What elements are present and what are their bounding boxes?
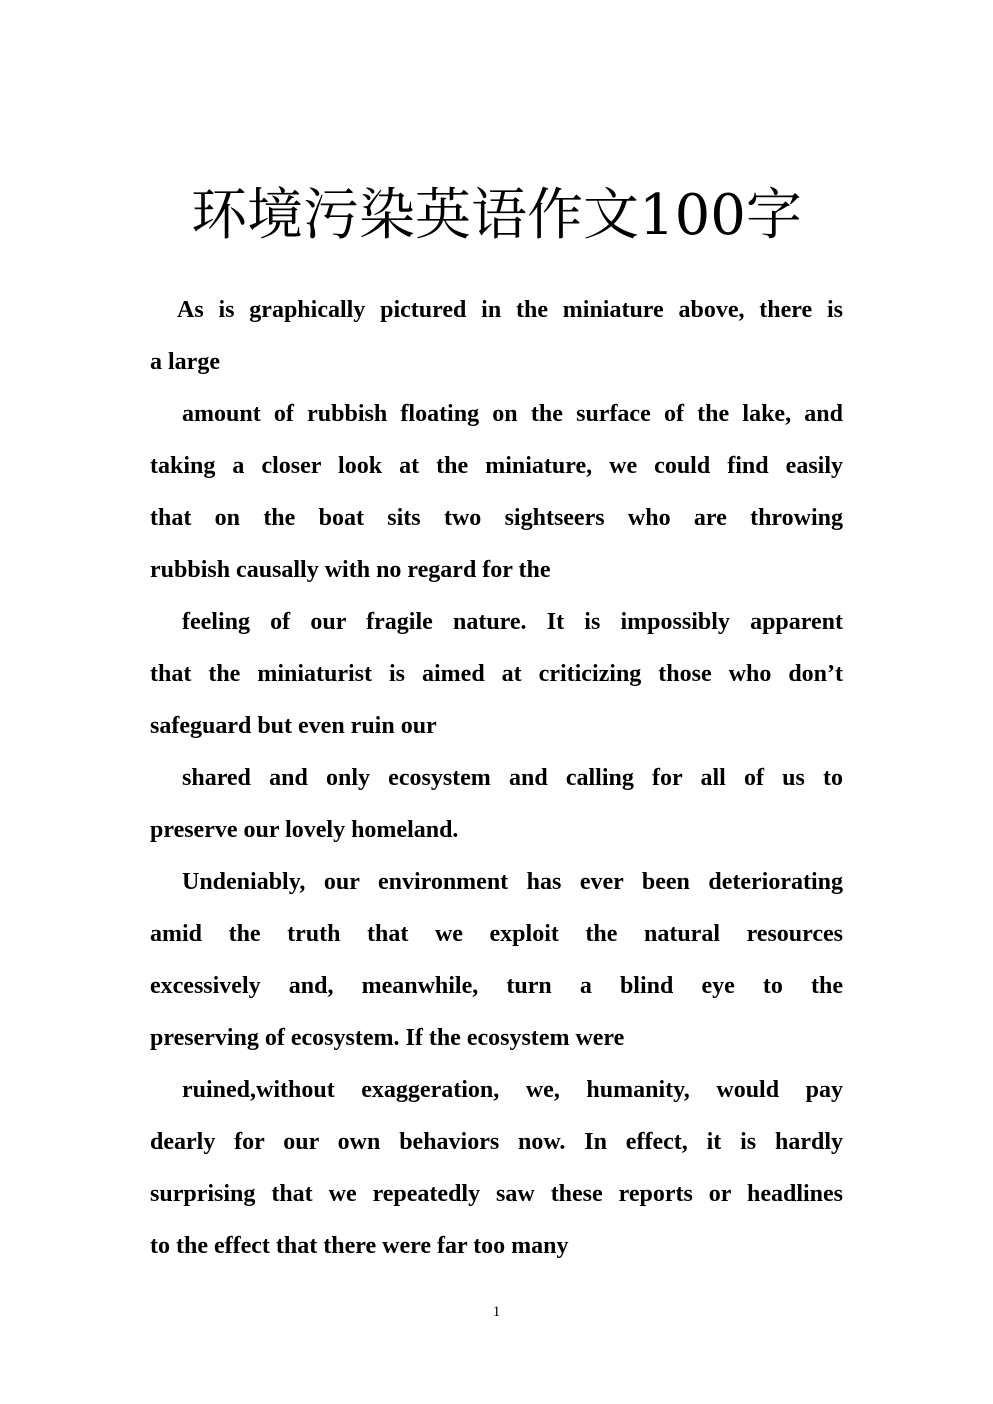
- text-line: shared and only ecosystem and calling for all of us to: [182, 765, 843, 791]
- text-line: that on the boat sits two sightseers who are throwing: [150, 505, 843, 531]
- text-line: that the miniaturist is aimed at criticizing those who don’t: [150, 661, 843, 687]
- text-line: excessively and, meanwhile, turn a blind eye to the: [150, 973, 843, 999]
- text-line: amid the truth that we exploit the natural resources: [150, 921, 843, 947]
- page-number: 1: [492, 1304, 501, 1320]
- text-line: preserving of ecosystem. If the ecosystem were: [150, 1025, 625, 1051]
- text-line: feeling of our fragile nature. It is impossibly apparent: [182, 609, 843, 635]
- text-line: dearly for our own behaviors now. In effect, it is hardly: [150, 1129, 843, 1155]
- text-line: amount of rubbish floating on the surface of the lake, and: [182, 401, 843, 427]
- text-line: rubbish causally with no regard for the: [150, 557, 551, 583]
- text-line: a large: [150, 349, 220, 375]
- text-line: to the effect that there were far too many: [150, 1233, 569, 1259]
- text-line: ruined,without exaggeration, we, humanity, would pay: [182, 1077, 843, 1103]
- document-title: 环境污染英语作文100字: [191, 183, 802, 248]
- text-line: As is graphically pictured in the miniature above, there is: [177, 297, 843, 323]
- text-line: safeguard but even ruin our: [150, 713, 437, 739]
- document-body: [150, 284, 843, 1272]
- text-line: surprising that we repeatedly saw these reports or headlines: [150, 1181, 843, 1207]
- text-line: taking a closer look at the miniature, we could find easily: [150, 453, 843, 479]
- text-line: preserve our lovely homeland.: [150, 817, 459, 843]
- text-line: Undeniably, our environment has ever been deteriorating: [182, 869, 843, 895]
